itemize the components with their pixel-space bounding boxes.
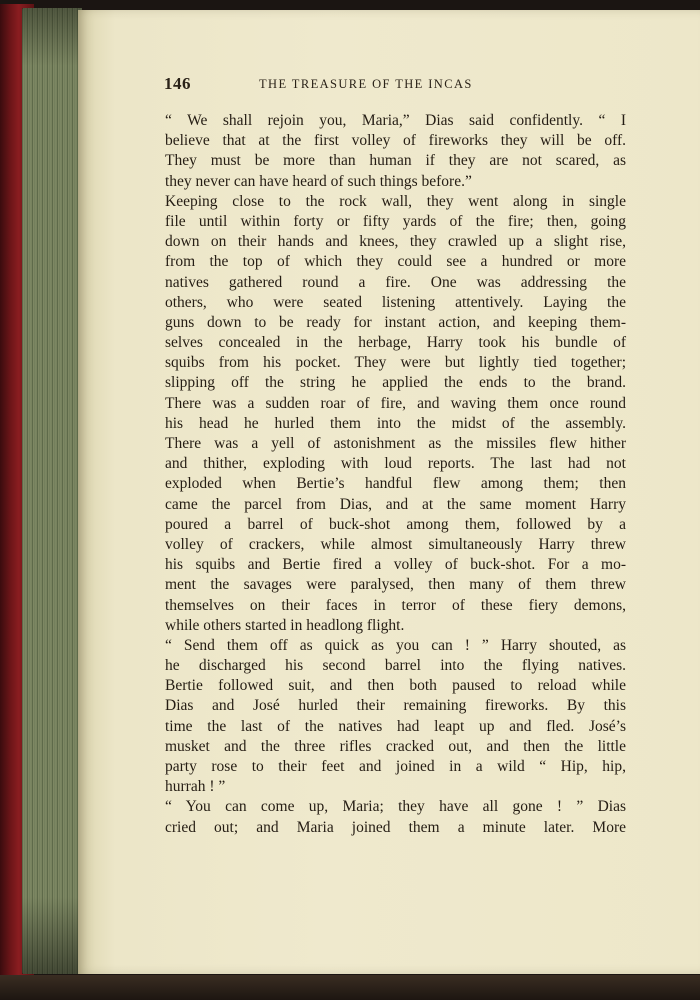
text-line: “ We shall rejoin you, Maria,” Dias said confidently. “ I bbox=[165, 112, 626, 129]
text-line: down on their hands and knees, they crawled up a slight rise, bbox=[165, 233, 626, 251]
text-line: volley of crackers, while almost simultaneously Harry threw bbox=[165, 535, 626, 553]
text-line: musket and the three rifles cracked out, and then the little bbox=[165, 737, 626, 755]
text-line: his squibs and Bertie fired a volley of buck-shot. For a mo- bbox=[165, 556, 626, 574]
text-line: from the top of which they could see a hundred or more bbox=[165, 253, 626, 271]
text-line: natives gathered round a fire. One was addressing the bbox=[165, 273, 626, 291]
text-line: while others started in headlong flight. bbox=[165, 616, 405, 634]
text-line: they never can have heard of such things before.” bbox=[165, 172, 472, 190]
text-line: time the last of the natives had leapt up and fled. José’s bbox=[165, 717, 626, 735]
page-header bbox=[164, 74, 626, 98]
text-line: poured a barrel of buck-shot among them, followed by a bbox=[165, 515, 626, 533]
text-line: “ Send them off as quick as you can ! ” Harry shouted, as bbox=[165, 636, 626, 654]
page-edges bbox=[22, 8, 82, 974]
text-line: themselves on their faces in terror of these fiery demons, bbox=[165, 596, 626, 614]
text-line: ment the savages were paralysed, then many of them threw bbox=[165, 576, 626, 594]
text-line: “ You can come up, Maria; they have all gone ! ” Dias bbox=[165, 798, 626, 816]
text-line: They must be more than human if they are not scared, as bbox=[165, 152, 626, 170]
text-line: file until within forty or fifty yards of the fire; then, going bbox=[165, 212, 626, 230]
text-line: Dias and José hurled their remaining fireworks. By this bbox=[165, 697, 626, 715]
text-line: exploded when Bertie’s handful flew among them; then bbox=[165, 475, 626, 493]
text-line: and thither, exploding with loud reports. The last had not bbox=[165, 455, 626, 473]
text-line: party rose to their feet and joined in a wild “ Hip, hip, bbox=[165, 758, 626, 775]
text-line: others, who were seated listening attentively. Laying the bbox=[165, 293, 626, 311]
text-line: There was a sudden roar of fire, and waving them once round bbox=[165, 394, 626, 412]
text-line: slipping off the string he applied the ends to the brand. bbox=[165, 374, 626, 392]
text-line: came the parcel from Dias, and at the same moment Harry bbox=[165, 495, 626, 513]
text-line: hurrah ! ” bbox=[165, 778, 226, 796]
text-line: guns down to be ready for instant action, and keeping them- bbox=[165, 313, 626, 331]
text-line: Bertie followed suit, and then both paused to reload while bbox=[165, 677, 626, 695]
text-line: selves concealed in the herbage, Harry took his bundle of bbox=[165, 334, 626, 352]
text-line: his head he hurled them into the midst of the assembly. bbox=[165, 414, 626, 432]
text-line: he discharged his second barrel into the flying natives. bbox=[165, 657, 626, 675]
text-line: Keeping close to the rock wall, they went along in single bbox=[165, 192, 626, 210]
page-number: 146 bbox=[164, 74, 191, 93]
text-line: cried out; and Maria joined them a minute later. More bbox=[165, 818, 626, 836]
scan-background bbox=[0, 975, 700, 1000]
body-text bbox=[165, 111, 626, 838]
text-line: There was a yell of astonishment as the missiles flew hither bbox=[165, 435, 626, 452]
text-line: squibs from his pocket. They were but lightly tied together; bbox=[165, 354, 626, 372]
text-line: believe that at the first volley of fireworks they will be off. bbox=[165, 132, 626, 150]
running-head: THE TREASURE OF THE INCAS bbox=[259, 77, 473, 91]
